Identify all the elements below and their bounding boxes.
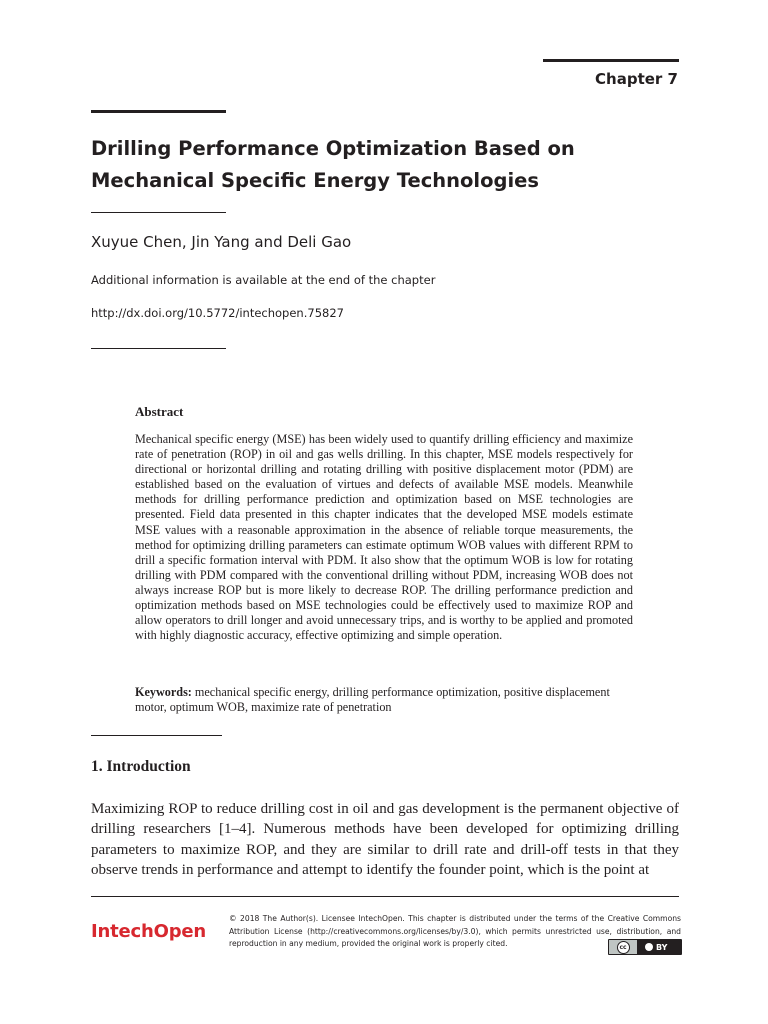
abstract-body: Mechanical specific energy (MSE) has been widely used to quantify drilling efficiency and maximize rate of penetration (ROP) in oil and gas wells drilling. In this chapter, MSE models respectively for directional or horizontal drilling and rotating drilling with positive displacement motor (PDM) are established based on the evaluation of virtues and defects of available MSE models. Meanwhile methods for drilling performance prediction and optimization based on MSE technologies are presented. Field data presented in this chapter indicates that the developed MSE models estimate MSE values with a reasonable approximation in the absence of reliable torque measurements, the method for optimizing drilling parameters can estimate optimum WOB values with different RPM to drill a specific formation interval with PDM. It also show that the optimum WOB is low for rotating drilling with PDM compared with the conventional drilling without PDM, increasing WOB does not always increase ROP but is more likely to decrease ROP. The drilling performance prediction and optimization methods based on MSE technologies could be effectively used to maximize ROP and allow operators to drill longer and avoid unnecessary trips, and is worthy to be applied and promoted with highly diagnostic accuracy, effective optimizing and simple operation. xyxy=(135,432,633,643)
keywords-label: Keywords: xyxy=(135,685,192,699)
page-title: Drilling Performance Optimization Based on Mechanical Specific Energy Technologies xyxy=(91,137,575,192)
keywords xyxy=(135,685,633,715)
cc-by-badge[interactable] xyxy=(608,939,682,955)
keywords-list: mechanical specific energy, drilling performance optimization, positive displacement motor, optimum WOB, maximize rate of penetration xyxy=(135,685,610,715)
section-heading: 1. Introduction xyxy=(91,758,191,775)
abstract-heading: Abstract xyxy=(135,404,184,419)
chapter-rule xyxy=(543,59,679,62)
metadata-rule xyxy=(91,348,226,349)
additional-info: Additional information is available at the end of the chapter xyxy=(91,273,436,287)
title-top-rule xyxy=(91,110,226,113)
authors: Xuyue Chen, Jin Yang and Deli Gao xyxy=(91,233,352,251)
cc-mark: cc xyxy=(617,941,630,954)
cc-icon xyxy=(609,940,637,954)
chapter-label: Chapter 7 xyxy=(595,70,678,88)
attribution-person-icon xyxy=(645,943,653,951)
intro-body: Maximizing ROP to reduce drilling cost in oil and gas development is the permanent objective of drilling researchers [1–4]. Numerous methods have been developed for optimizing drilling parameters to maximize ROP, and they are similar to drill rate and drill-off tests in that they observe trends in performance and attempt to identify the founder point, which is the point at xyxy=(91,801,679,879)
title-bottom-rule xyxy=(91,212,226,213)
license-text: © 2018 The Author(s). Licensee IntechOpen. This chapter is distributed under the terms of the Creative Commons Attribution License (http://creativecommons.org/licenses/by/3.0), which permits unrestricted use, distribution, and reproduction in any medium, provided the original work is properly cited. xyxy=(229,914,681,948)
doi-link[interactable]: http://dx.doi.org/10.5772/intechopen.75827 xyxy=(91,306,344,320)
by-text: BY xyxy=(656,942,668,952)
abstract-rule xyxy=(91,735,222,736)
publisher-logo: IntechOpen xyxy=(91,921,207,942)
footer-rule xyxy=(91,896,679,897)
by-label xyxy=(645,943,667,952)
